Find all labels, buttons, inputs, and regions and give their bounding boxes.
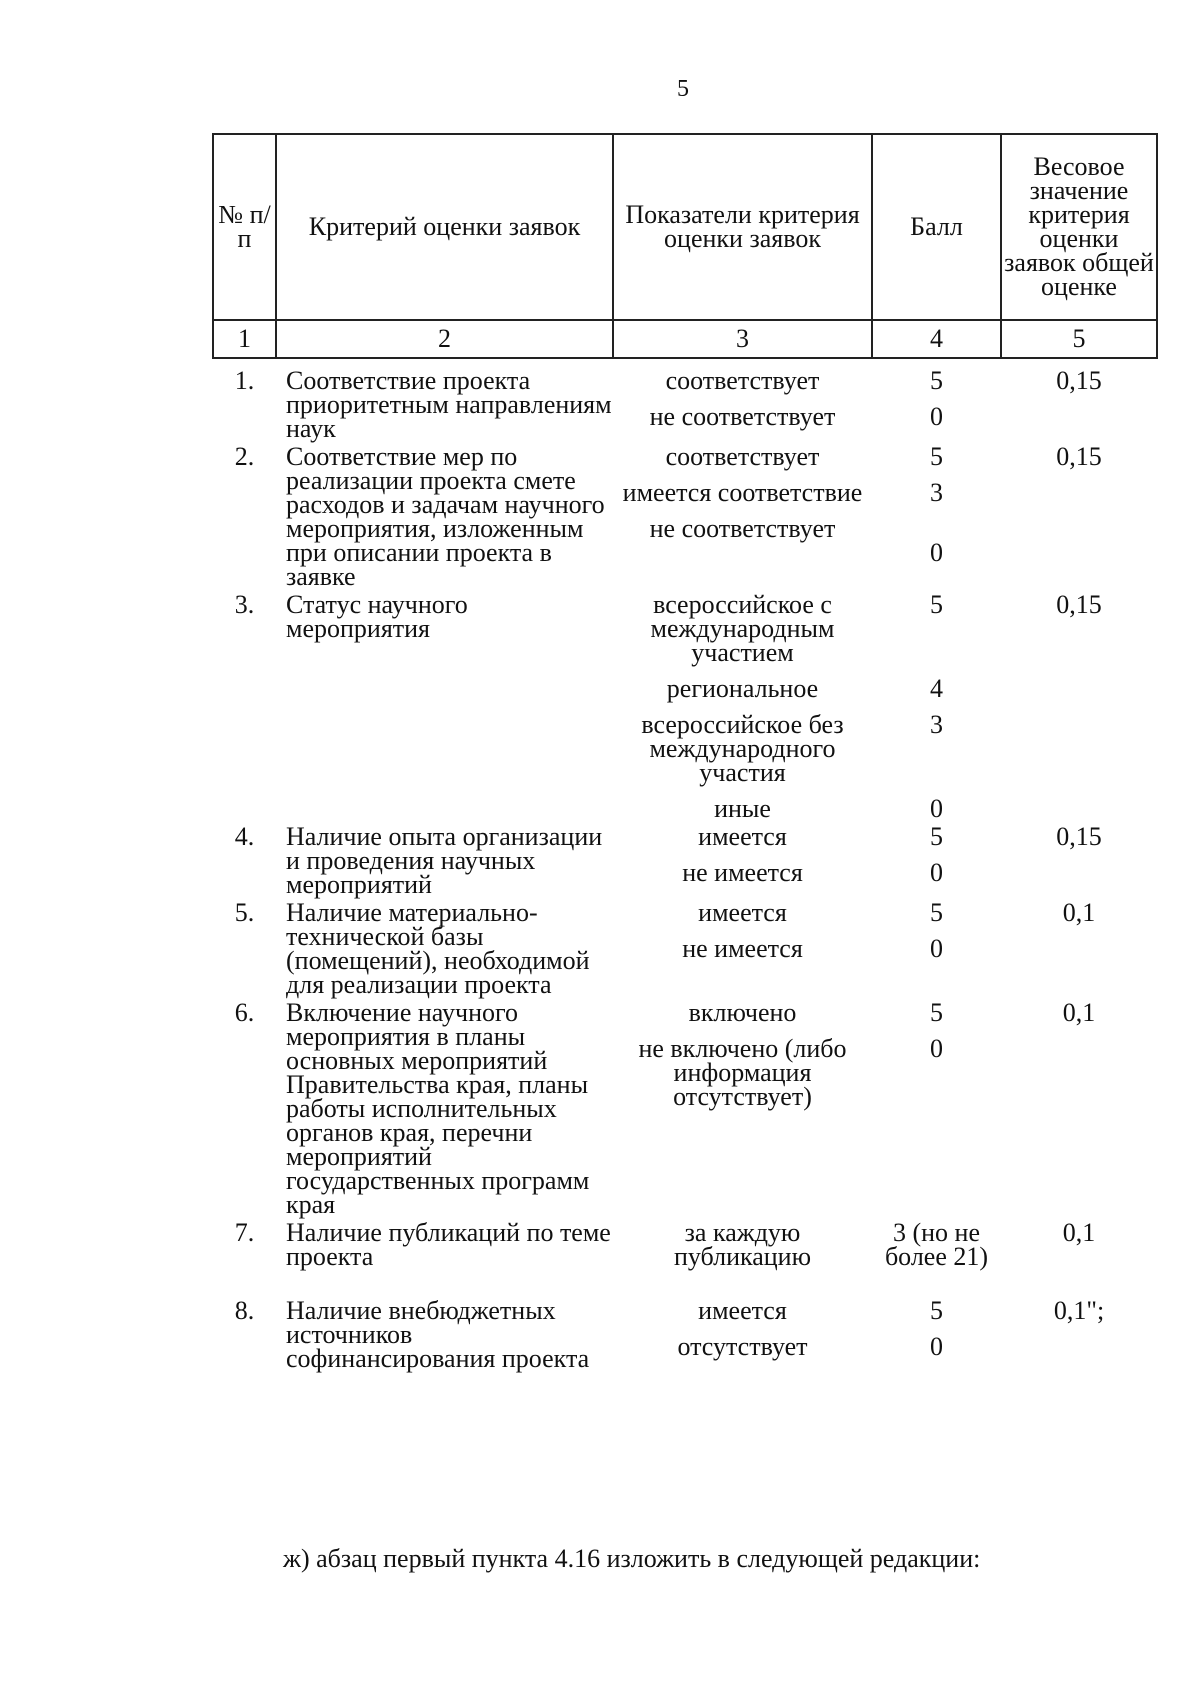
indicator: имеется соответствие bbox=[622, 478, 863, 507]
indicator: включено bbox=[688, 998, 797, 1027]
row-weight: 0,1 bbox=[1062, 1218, 1096, 1247]
row-weight: 0,15 bbox=[1056, 590, 1102, 619]
row-criterion: Статус научного мероприятия bbox=[286, 590, 468, 643]
score: 5 bbox=[930, 590, 943, 619]
score: 0 bbox=[930, 794, 943, 823]
row-criterion: Наличие публикаций по теме проекта bbox=[286, 1218, 611, 1271]
row-weight: 0,1 bbox=[1062, 998, 1096, 1027]
indicator: соответствует bbox=[665, 442, 820, 471]
footer-text: ж) абзац первый пункта 4.16 изложить в следующей редакции: bbox=[283, 1544, 981, 1573]
row-indicators bbox=[613, 590, 872, 823]
row-scores bbox=[872, 366, 1001, 441]
score: 4 bbox=[930, 674, 943, 703]
row-number: 5. bbox=[234, 898, 255, 927]
indicator: за каждую публикацию bbox=[673, 1218, 812, 1271]
row-number: 7. bbox=[234, 1218, 255, 1247]
row-indicators bbox=[613, 1296, 872, 1371]
page-number: 5 bbox=[677, 76, 689, 102]
indicator: отсутствует bbox=[677, 1332, 808, 1361]
score: 0 bbox=[930, 1034, 943, 1063]
row-number: 8. bbox=[234, 1296, 255, 1325]
indicator: иные bbox=[714, 794, 771, 823]
row-scores bbox=[872, 1218, 1001, 1271]
header-weight: Весовое значение критерия оценки заявок общей оценке bbox=[1001, 134, 1157, 320]
row-indicators bbox=[613, 1218, 872, 1271]
row-weight: 0,1 bbox=[1062, 898, 1096, 927]
indicator: не имеется bbox=[682, 934, 803, 963]
indicator: соответствует bbox=[665, 366, 820, 395]
criteria-table bbox=[212, 133, 1158, 1371]
table-row bbox=[213, 1001, 1157, 1217]
row-number: 4. bbox=[234, 822, 255, 851]
table-row bbox=[213, 901, 1157, 997]
row-scores bbox=[872, 590, 1001, 823]
column-number: 1 bbox=[213, 320, 276, 358]
row-weight: 0,15 bbox=[1056, 442, 1102, 471]
column-number: 4 bbox=[872, 320, 1001, 358]
column-number: 2 bbox=[276, 320, 613, 358]
table-row bbox=[213, 825, 1157, 897]
row-weight: 0,15 bbox=[1056, 366, 1102, 395]
row-scores bbox=[872, 442, 1001, 589]
row-indicators bbox=[613, 822, 872, 897]
header-criterion: Критерий оценки заявок bbox=[276, 134, 613, 320]
score: 0 bbox=[930, 402, 943, 431]
score: 0 bbox=[930, 934, 943, 963]
header-number: № п/п bbox=[213, 134, 276, 320]
column-number: 3 bbox=[613, 320, 872, 358]
row-scores bbox=[872, 998, 1001, 1217]
row-weight: 0,15 bbox=[1056, 822, 1102, 851]
row-indicators bbox=[613, 998, 872, 1217]
row-criterion: Наличие опыта организации и проведения научных мероприятий bbox=[286, 822, 603, 899]
row-criterion: Соответствие мер по реализации проекта смете расходов и задачам научного мероприятия, изложенным при описании проекта в заявке bbox=[286, 442, 605, 591]
indicator: имеется bbox=[698, 898, 787, 927]
score: 0 bbox=[930, 1332, 943, 1361]
row-criterion: Соответствие проекта приоритетным направлениям наук bbox=[286, 366, 612, 443]
row-criterion: Включение научного мероприятия в планы основных мероприятий Правительства края, планы работы исполнительных органов края, перечни мероприятий государственных программ края bbox=[286, 998, 590, 1219]
indicator: региональное bbox=[666, 674, 819, 703]
row-criterion: Наличие материально-технической базы (помещений), необходимой для реализации проекта bbox=[286, 898, 590, 999]
table-row bbox=[213, 1299, 1157, 1371]
row-weight: 0,1"; bbox=[1053, 1296, 1105, 1325]
row-scores bbox=[872, 1296, 1001, 1371]
score: 5 bbox=[930, 998, 943, 1027]
row-number: 2. bbox=[234, 442, 255, 471]
indicator: не имеется bbox=[682, 858, 803, 887]
indicator: не включено (либо информация отсутствует) bbox=[638, 1034, 847, 1111]
score: 3 bbox=[930, 710, 943, 739]
table-header-row bbox=[213, 134, 1157, 320]
table-column-numbers-row bbox=[213, 320, 1157, 358]
row-scores bbox=[872, 822, 1001, 897]
table-row bbox=[213, 369, 1157, 441]
row-scores bbox=[872, 898, 1001, 997]
row-indicators bbox=[613, 366, 872, 441]
table-row bbox=[213, 593, 1157, 821]
row-indicators bbox=[613, 898, 872, 997]
indicator: имеется bbox=[698, 822, 787, 851]
header-indicators: Показатели критерия оценки заявок bbox=[613, 134, 872, 320]
score: 0 bbox=[930, 858, 943, 887]
row-number: 1. bbox=[234, 366, 255, 395]
indicator: имеется bbox=[698, 1296, 787, 1325]
indicator: всероссийское без международного участия bbox=[641, 710, 844, 787]
score: 3 (но не более 21) bbox=[884, 1218, 989, 1271]
indicator: не соответствует bbox=[649, 402, 836, 431]
row-indicators bbox=[613, 442, 872, 589]
indicator: всероссийское с международным участием bbox=[650, 590, 835, 667]
score: 5 bbox=[930, 1296, 943, 1325]
score: 3 bbox=[930, 478, 943, 507]
row-criterion: Наличие внебюджетных источников софинансирования проекта bbox=[286, 1296, 590, 1373]
score: 5 bbox=[930, 822, 943, 851]
score: 5 bbox=[930, 366, 943, 395]
indicator: не соответствует bbox=[649, 514, 836, 543]
column-number: 5 bbox=[1001, 320, 1157, 358]
score: 5 bbox=[930, 442, 943, 471]
row-number: 3. bbox=[234, 590, 255, 619]
score: 0 bbox=[930, 538, 943, 567]
table-row bbox=[213, 1221, 1157, 1269]
row-number: 6. bbox=[234, 998, 255, 1027]
table-row bbox=[213, 445, 1157, 589]
score: 5 bbox=[930, 898, 943, 927]
header-score: Балл bbox=[872, 134, 1001, 320]
